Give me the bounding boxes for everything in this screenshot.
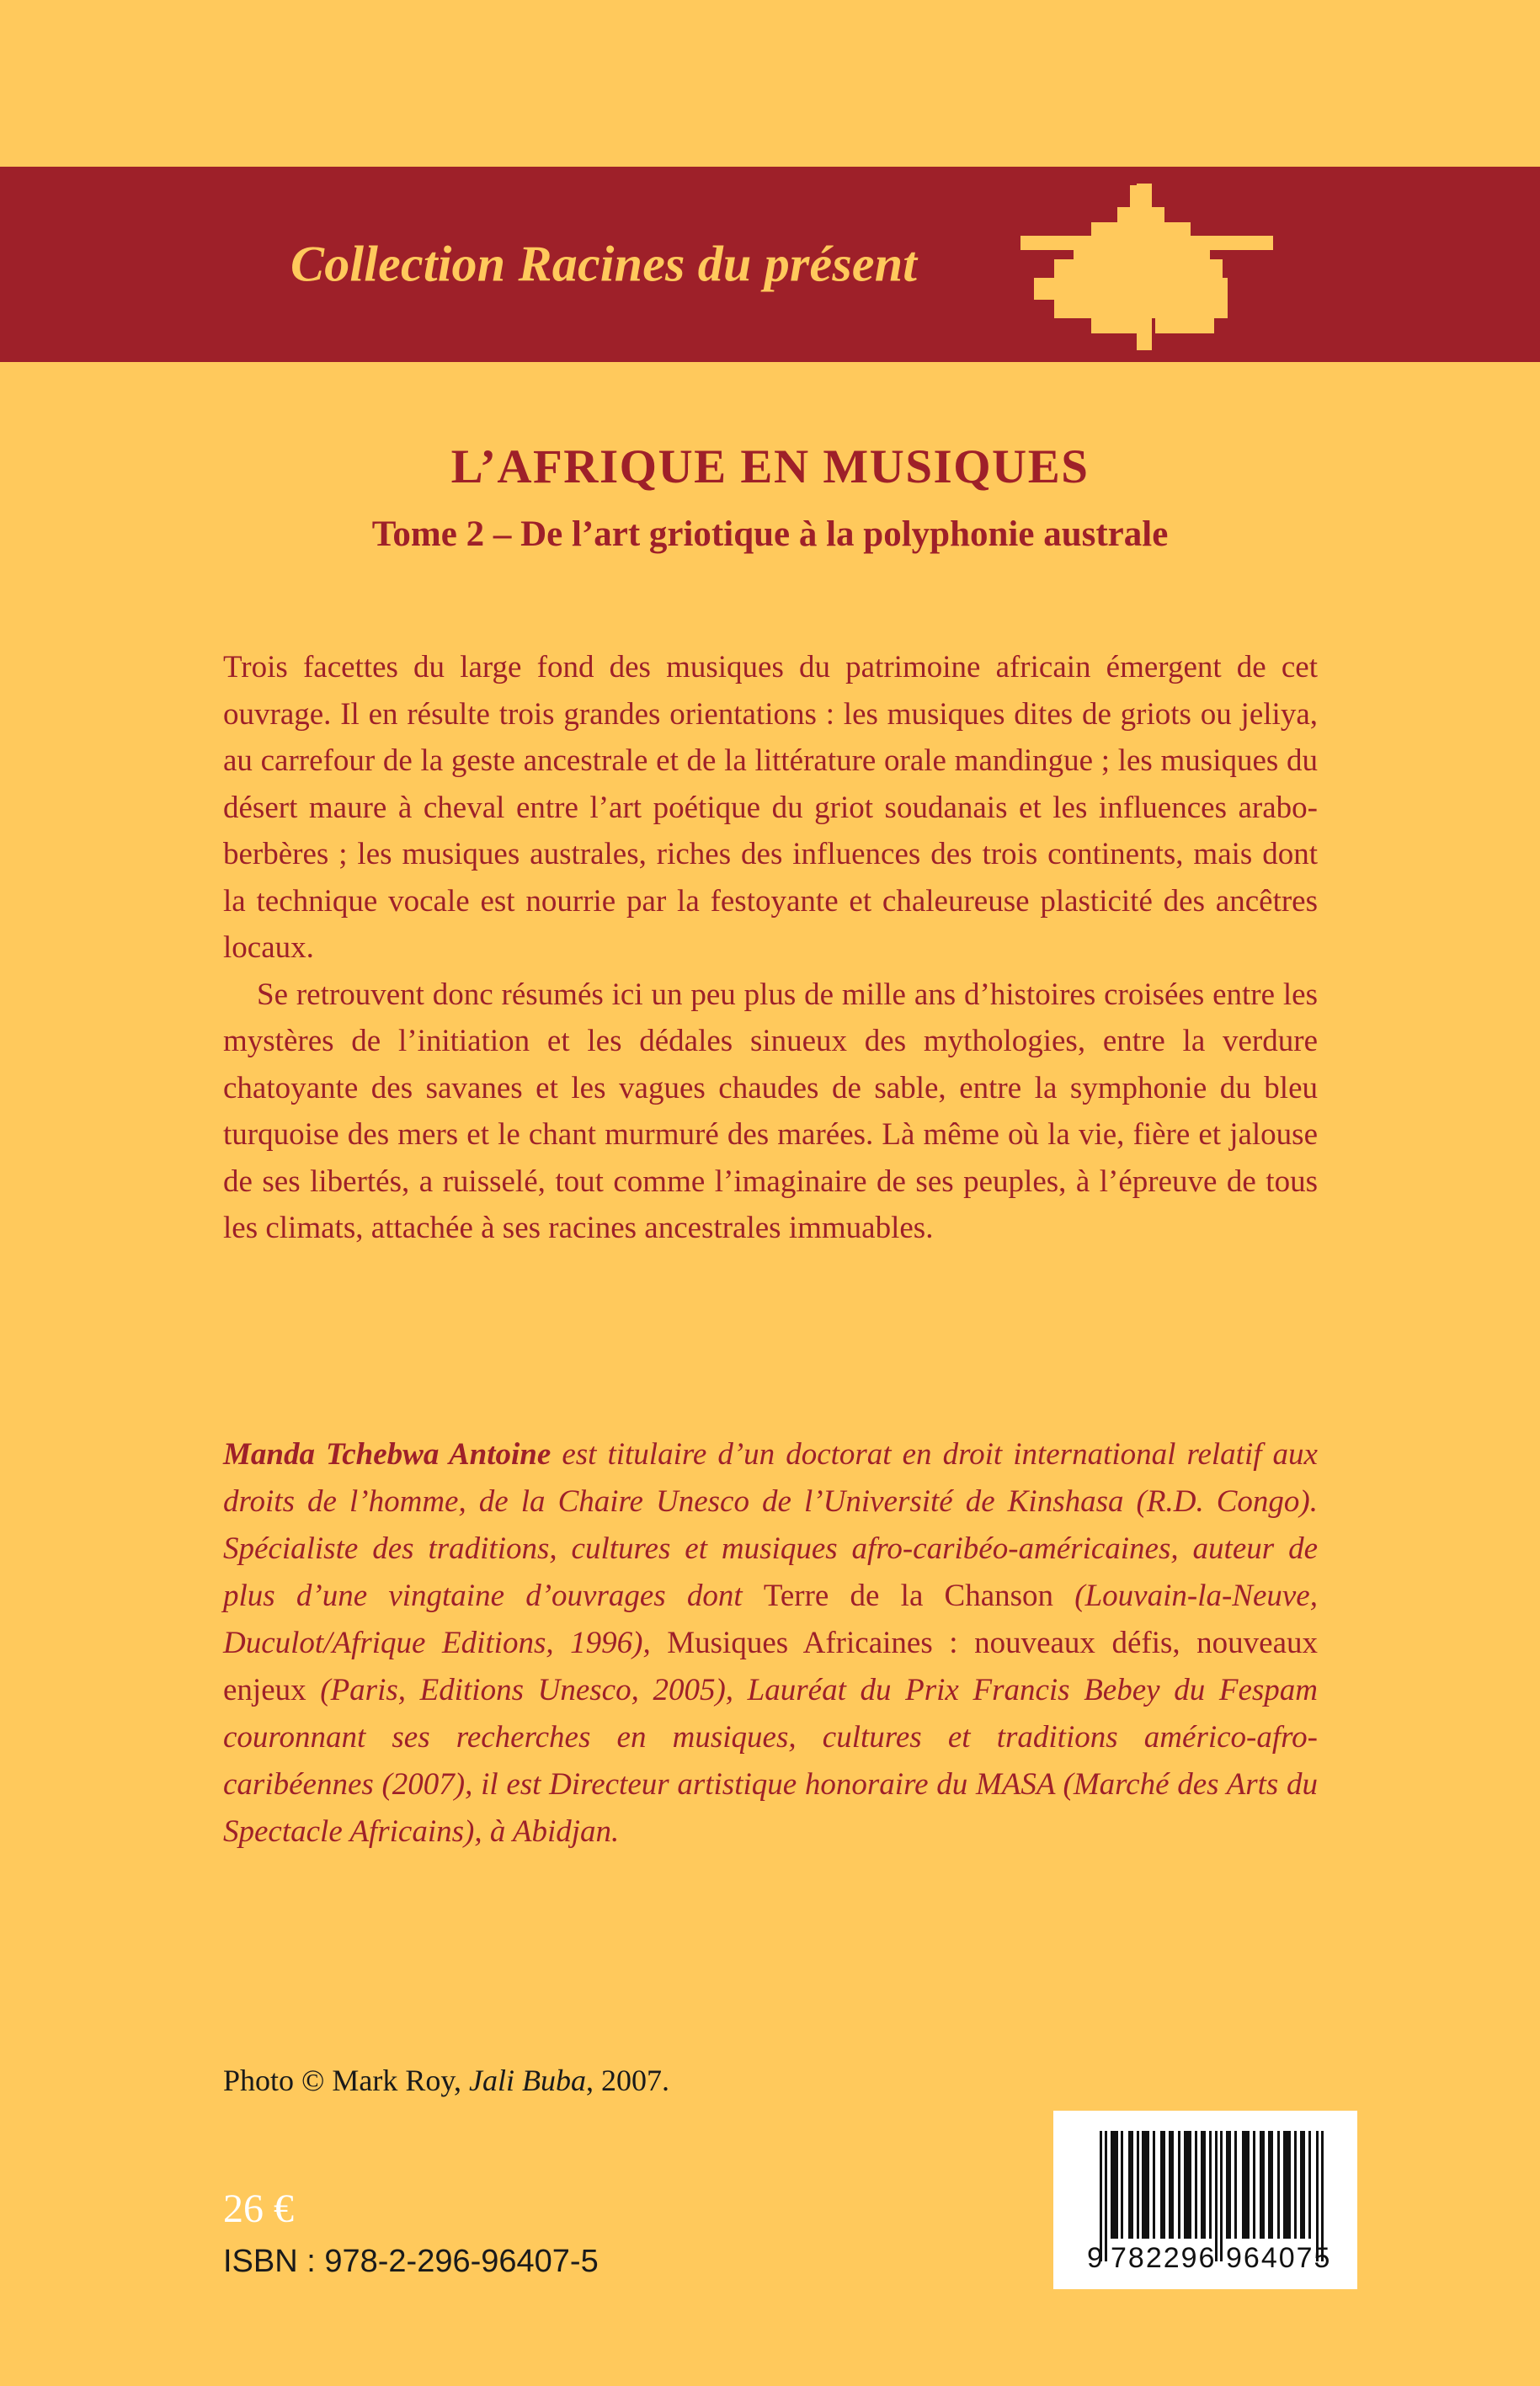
author-name: Manda Tchebwa Antoine	[223, 1437, 552, 1472]
bio-work-1-publication: (Louvain-la-Neuve, Duculot/Afrique Editions, 1996),	[223, 1579, 1318, 1660]
bio-segment-1: est titulaire d’un doctorat en droit international relatif aux droits de l’homme, de la Chaire Unesco de l’Université de Kinshasa (R.D. Congo). Spécialiste des traditions, cultures et musiques afro-caribéo-américaines, auteur de plus d’une vingtaine d’ouvrages dont	[223, 1437, 1318, 1613]
barcode-icon	[1053, 2111, 1357, 2289]
author-bio	[223, 1431, 1318, 1856]
blurb-paragraph-2: Se retrouvent donc résumés ici un peu plus de mille ans d’histoires croisées entre les mystères de l’initiation et les dédales sinueux des mythologies, entre la verdure chatoyante des savanes et les vagues chaudes de sable, entre la symphonie du bleu turquoise des mers et le chant murmuré des marées. Là même où la vie, fière et jalouse de ses libertés, a ruisselé, tout comme l’imaginaire de ses peuples, à l’épreuve de tous les climats, attachée à ses racines ancestrales immuables.	[223, 977, 1318, 1245]
bio-work-1-title: Terre de la Chanson	[763, 1579, 1054, 1613]
collection-label: Collection Racines du présent	[290, 236, 918, 292]
barcode	[1053, 2111, 1357, 2289]
photo-credit-suffix: , 2007.	[586, 2064, 670, 2097]
title-block	[0, 442, 1540, 554]
collection-band	[0, 167, 1540, 362]
tree-trunk-ground-icon	[1010, 184, 1288, 259]
price-label: 26 €	[223, 2186, 294, 2231]
photo-credit-work: Jali Buba	[469, 2064, 587, 2097]
bio-work-2-publication: (Paris, Editions Unesco, 2005), Lauréat du Prix Francis Bebey du Fespam couronnant ses recherches en musiques, cultures et traditions américo-afro-caribéennes (2007), il est Directeur artistique honoraire du MASA (Marché des Arts du Spectacle Africains), à Abidjan.	[223, 1673, 1318, 1849]
author-bio-paragraph	[223, 1431, 1318, 1856]
photo-credit	[223, 2063, 669, 2098]
barcode-digits-right: 964075	[1226, 2242, 1332, 2274]
page-subtitle: Tome 2 – De l’art griotique à la polyphonie australe	[371, 514, 1169, 554]
barcode-digits-mid: 782296	[1111, 2242, 1217, 2274]
blurb-text	[223, 644, 1318, 1252]
blurb-paragraph-1: Trois facettes du large fond des musiques du patrimoine africain émergent de cet ouvrage. Il en résulte trois grandes orientations : les musiques dites de griots ou jeliya, au carrefour de la geste ancestrale et de la littérature orale mandingue ; les musiques du désert maure à cheval entre l’art poétique du griot soudanais et les influences arabo-berbères ; les musiques australes, riches des influences des trois continents, mais dont la technique vocale est nourrie par la festoyante et chaleureuse plasticité des ancêtres locaux.	[223, 650, 1318, 965]
bio-work-2-title: Musiques Africaines : nouveaux défis, nouveaux enjeux	[223, 1626, 1319, 1707]
isbn-label: ISBN : 978-2-296-96407-5	[223, 2244, 599, 2279]
page-title: L’AFRIQUE EN MUSIQUES	[450, 440, 1090, 493]
barcode-digit-left: 9	[1087, 2242, 1103, 2274]
photo-credit-prefix: Photo © Mark Roy,	[223, 2064, 470, 2097]
